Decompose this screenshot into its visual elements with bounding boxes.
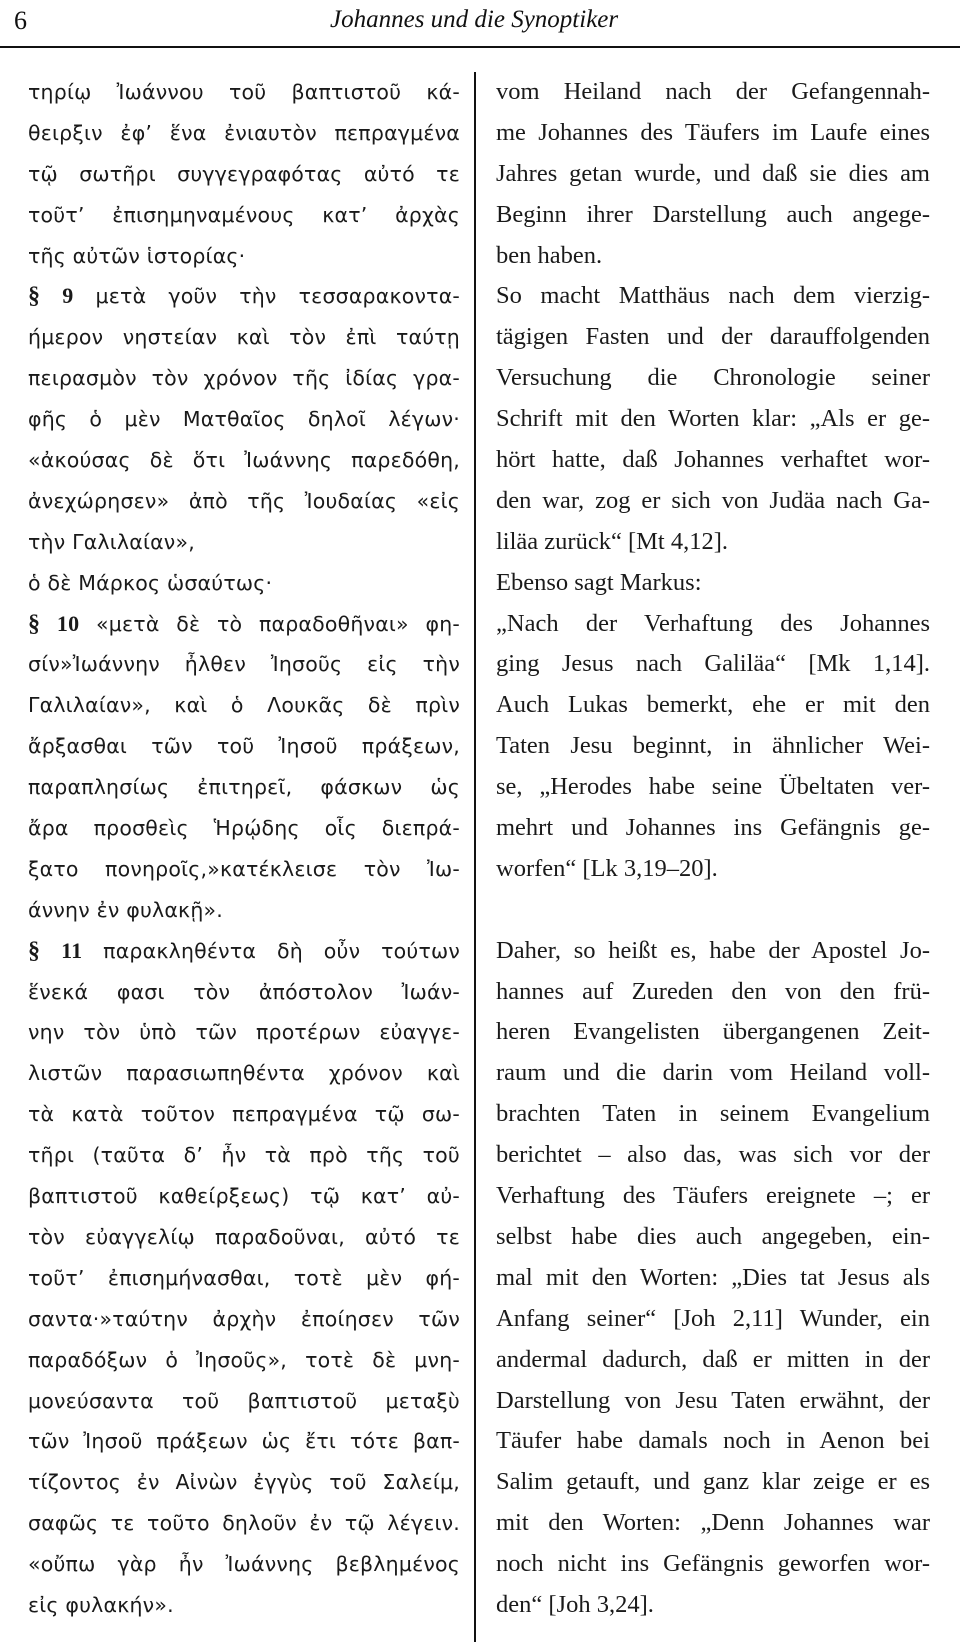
greek-line: εἰς φυλακήν».	[28, 1592, 174, 1617]
german-line: worfen“ [Lk 3,19–20].	[496, 854, 718, 882]
greek-line: τοῦτ’ ἐπισημήνασθαι, τοτὲ μὲν φή-	[28, 1265, 460, 1290]
german-line: tägigen Fasten und der darauffolgenden	[496, 323, 930, 351]
german-line: Schrift mit den Worten klar: „Als er ge-	[496, 405, 930, 433]
greek-line: ἄρα προσθεὶς Ἡρῴδης οἷς διεπρά-	[28, 816, 460, 841]
greek-line: σαφῶς τε τοῦτο δηλοῦν ἐν τῷ λέγειν.	[28, 1511, 460, 1536]
greek-line: ὁ δὲ Μάρκος ὡσαύτως·	[28, 570, 273, 595]
german-line: Ebenso sagt Markus:	[496, 568, 702, 596]
greek-text: μετὰ γοῦν τὴν τεσσαρακοντα-	[95, 284, 461, 309]
greek-section-10-line	[28, 604, 460, 645]
german-line: selbst habe dies auch angegeben, ein-	[496, 1222, 930, 1250]
german-line: me Johannes des Täufers im Laufe eines	[496, 118, 930, 146]
german-line: mal mit den Worten: „Dies tat Jesus als	[496, 1263, 930, 1291]
german-line: noch nicht ins Gefängnis geworfen wor-	[496, 1550, 930, 1578]
section-number: 10	[56, 610, 80, 636]
german-line: ben haben.	[496, 241, 603, 269]
greek-line: «ἀκούσας δὲ ὅτι Ἰωάννης παρεδόθη,	[28, 448, 460, 473]
german-line: Salim getauft, und ganz klar zeige er es	[496, 1468, 930, 1496]
greek-text: «μετὰ δὲ τὸ παραδοθῆναι» φη-	[96, 611, 460, 636]
german-line: mit den Worten: „Denn Johannes war	[496, 1509, 930, 1537]
german-line: berichtet – also das, was sich vor der	[496, 1141, 930, 1169]
german-line: So macht Matthäus nach dem vierzig-	[496, 282, 930, 310]
greek-line: ξατο πονηροῖς,»κατέκλεισε τὸν Ἰω-	[28, 856, 460, 881]
german-line: Darstellung von Jesu Taten erwähnt, der	[496, 1386, 930, 1414]
greek-line: τῆς αὐτῶν ἱστορίας·	[28, 243, 246, 268]
greek-line: τῶν Ἰησοῦ πράξεων ὡς ἔτι τότε βαπ-	[28, 1429, 460, 1454]
greek-line: Γαλιλαίαν», καὶ ὁ Λουκᾶς δὲ πρὶν	[28, 693, 460, 718]
german-line: den“ [Joh 3,24].	[496, 1590, 654, 1618]
greek-line: τῆρι (ταῦτα δ’ ἦν τὰ πρὸ τῆς τοῦ	[28, 1143, 460, 1168]
german-line: liläa zurück“ [Mt 4,12].	[496, 527, 728, 555]
greek-line: τίζοντος ἐν Αἰνὼν ἐγγὺς τοῦ Σαλείμ,	[28, 1470, 460, 1495]
german-line: vom Heiland nach der Gefangennah-	[496, 78, 930, 105]
greek-text: παρακληθέντα δὴ οὖν τούτων	[103, 938, 461, 963]
greek-line: ήμερον νηστείαν καὶ τὸν ἐπὶ ταύτῃ	[28, 325, 460, 350]
page-number: 6	[14, 6, 27, 35]
page-header	[0, 0, 960, 50]
paragraph-gap	[496, 890, 930, 931]
column-divider	[474, 72, 476, 1642]
greek-line: σαντα·»ταύτην ἀρχὴν ἐποίησεν τῶν	[28, 1306, 460, 1331]
german-line: brachten Taten in seinem Evangelium	[496, 1100, 930, 1128]
greek-line: «οὔπω γὰρ ἦν Ἰωάννης βεβλημένος	[28, 1552, 460, 1577]
greek-line: σίν»Ἰωάννην ἦλθεν Ἰησοῦς εἰς τὴν	[28, 652, 460, 677]
section-number: 11	[61, 937, 83, 963]
german-line: ging Jesus nach Galiläa“ [Mk 1,14].	[496, 650, 930, 678]
section-sign: §	[28, 937, 41, 964]
greek-line: παραδόξων ὁ Ἰησοῦς», τοτὲ δὲ μνη-	[28, 1347, 460, 1372]
greek-line: πειρασμὸν τὸν χρόνον τῆς ἰδίας γρα-	[28, 366, 460, 391]
german-line: Taten Jesu beginnt, in ähnlicher Wei-	[496, 732, 930, 760]
german-line: se, „Herodes habe seine Übeltaten ver-	[496, 773, 930, 801]
section-sign: §	[28, 610, 41, 637]
german-line: Jahres getan wurde, und daß sie dies am	[496, 159, 930, 187]
greek-line: τοῦτ’ ἐπισημηναμένους κατ’ ἀρχὰς	[28, 202, 460, 227]
section-sign: §	[28, 283, 41, 310]
german-line: Daher, so heißt es, habe der Apostel Jo-	[496, 936, 930, 964]
greek-line: ἕνεκά φασι τὸν ἀπόστολον Ἰωάν-	[28, 979, 460, 1004]
german-line: heren Evangelisten übergangenen Zeit-	[496, 1018, 930, 1046]
greek-line: νην τὸν ὑπὸ τῶν προτέρων εὐαγγε-	[28, 1020, 460, 1045]
german-line: andermal dadurch, daß er mitten in der	[496, 1345, 930, 1373]
greek-line: μονεύσαντα τοῦ βαπτιστοῦ μεταξὺ	[28, 1388, 460, 1413]
greek-section-11-line	[28, 931, 460, 972]
greek-line: τὰ κατὰ τοῦτον πεπραγμένα τῷ σω-	[28, 1102, 460, 1127]
german-line: Beginn ihrer Darstellung auch angege-	[496, 200, 930, 228]
greek-line: τῷ σωτῆρι συγγεγραφότας αὐτό τε	[28, 161, 460, 186]
greek-section-9-line	[28, 276, 460, 317]
german-line: Auch Lukas bemerkt, ehe er mit den	[496, 691, 930, 719]
german-line: Verhaftung des Täufers ereignete –; er	[496, 1182, 930, 1210]
german-line: mehrt und Johannes ins Gefängnis ge-	[496, 814, 930, 842]
greek-line: λιστῶν παρασιωπηθέντα χρόνον καὶ	[28, 1061, 460, 1086]
section-number: 9	[62, 283, 74, 309]
german-line: raum und die darin vom Heiland voll-	[496, 1059, 930, 1087]
german-line: hört hatte, daß Johannes verhaftet wor-	[496, 446, 930, 474]
running-head: Johannes und die Synoptiker	[330, 6, 619, 33]
german-line: hannes auf Zureden den von den frü-	[496, 977, 930, 1005]
greek-column	[28, 72, 460, 1626]
greek-line: τηρίῳ Ἰωάννου τοῦ βαπτιστοῦ κά-	[28, 80, 460, 104]
greek-line: άννην ἐν φυλακῇ».	[28, 897, 223, 922]
greek-line: ἄρξασθαι τῶν τοῦ Ἰησοῦ πράξεων,	[28, 734, 460, 759]
greek-line: θειρξιν ἐφ’ ἕνα ἐνιαυτὸν πεπραγμένα	[28, 120, 460, 145]
greek-line: βαπτιστοῦ καθείρξεως) τῷ κατ’ αὐ-	[28, 1184, 460, 1209]
german-line: Täufer habe damals noch in Aenon bei	[496, 1427, 930, 1455]
greek-line: τὴν Γαλιλαίαν»,	[28, 529, 195, 554]
greek-line: φῆς ὁ μὲν Ματθαῖος δηλοῖ λέγων·	[28, 407, 460, 432]
german-line: „Nach der Verhaftung des Johannes	[496, 609, 930, 637]
german-line: Versuchung die Chronologie seiner	[496, 364, 930, 392]
greek-line: ἀνεχώρησεν» ἀπὸ τῆς Ἰουδαίας «εἰς	[28, 488, 460, 513]
greek-line: παραπλησίως ἐπιτηρεῖ, φάσκων ὡς	[28, 775, 460, 800]
german-column	[496, 72, 930, 1626]
german-line: Anfang seiner“ [Joh 2,11] Wunder, ein	[496, 1304, 930, 1332]
greek-line: τὸν εὐαγγελίῳ παραδοῦναι, αὐτό τε	[28, 1224, 460, 1249]
header-rule	[0, 46, 960, 48]
german-line: den war, zog er sich von Judäa nach Ga-	[496, 486, 930, 514]
